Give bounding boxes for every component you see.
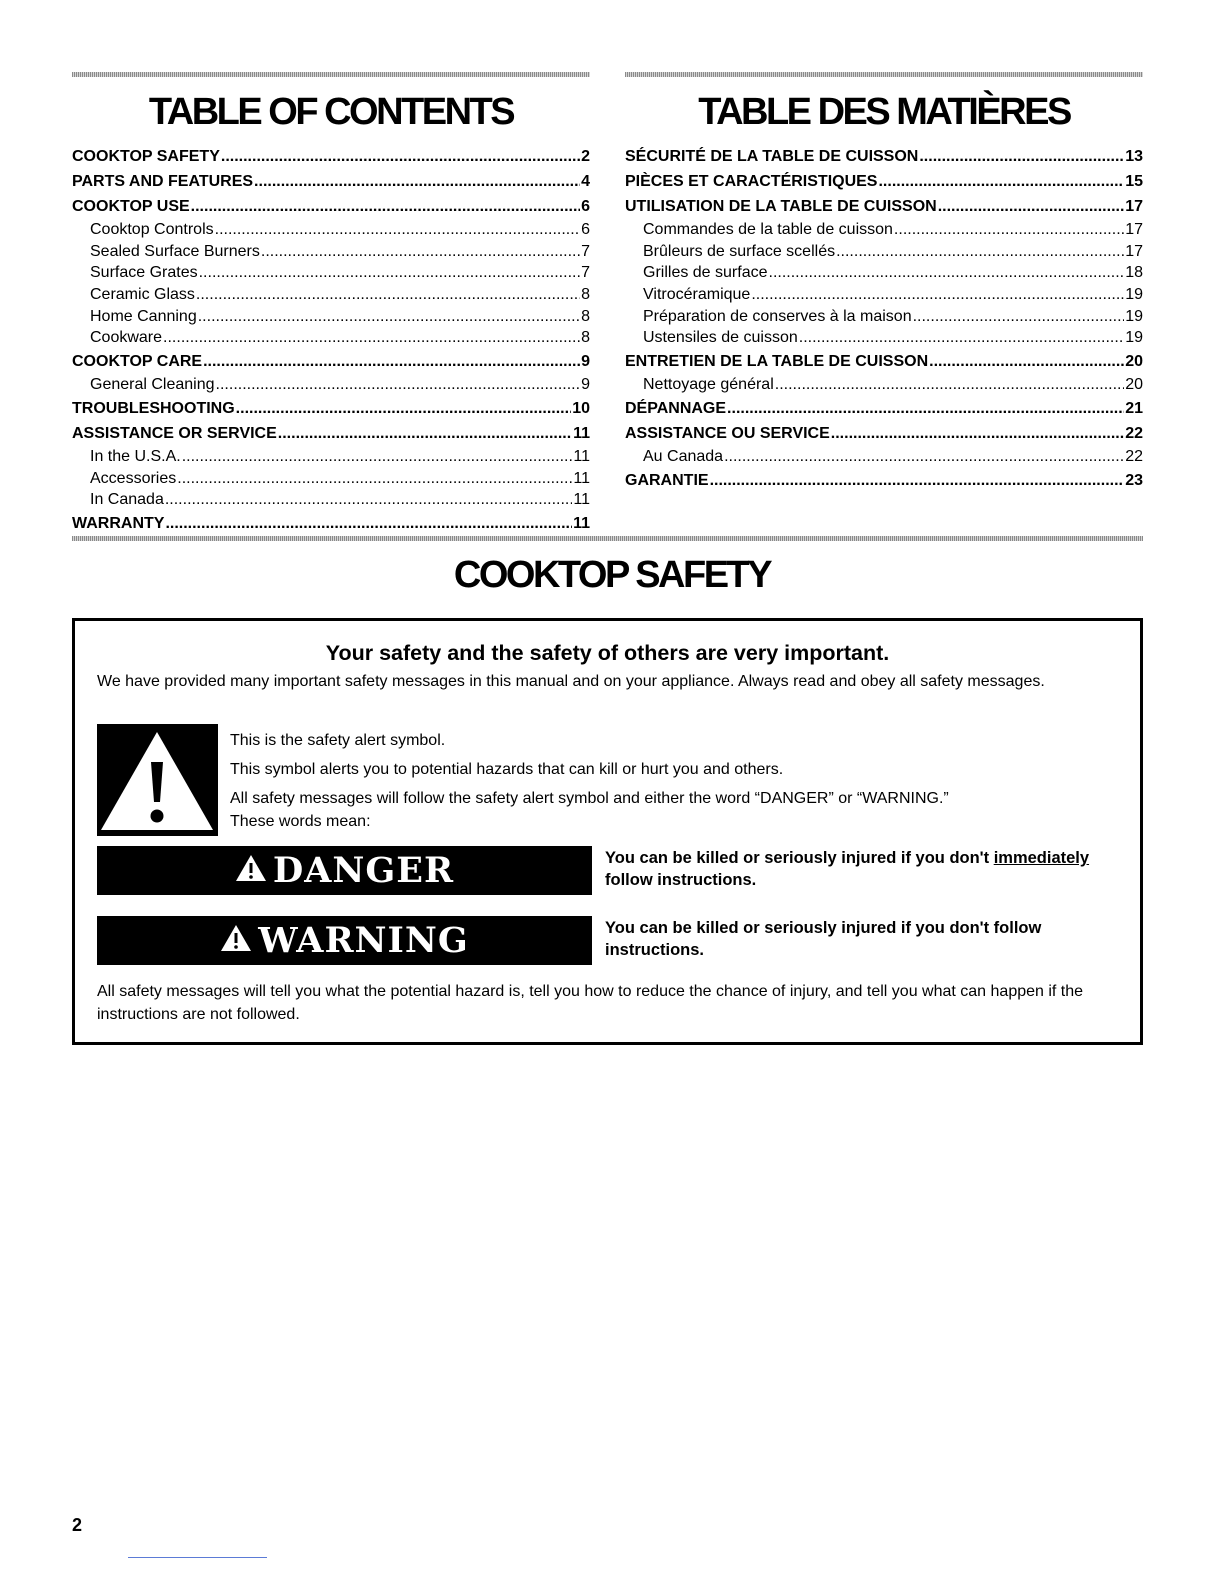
toc-subentry[interactable]: Ustensiles de cuisson ..... 19 xyxy=(625,327,1143,349)
toc-entry[interactable]: DÉPANNAGE ..... 21 xyxy=(625,396,1143,421)
warning-description: You can be killed or seriously injured if you don't follow instructions. xyxy=(605,919,1042,959)
toc-subentry[interactable]: In the U.S.A. ..... 11 xyxy=(72,446,590,468)
toc-subentry[interactable]: In Canada ..... 11 xyxy=(72,489,590,511)
toc-subentry[interactable]: Nettoyage général ..... 20 xyxy=(625,374,1143,396)
toc-subentry[interactable]: Préparation de conserves à la maison ..... 19 xyxy=(625,306,1143,328)
toc-subentry[interactable]: General Cleaning ..... 9 xyxy=(72,374,590,396)
middle-rule xyxy=(72,536,1143,541)
toc-french xyxy=(625,70,1143,493)
toc-entry[interactable]: UTILISATION DE LA TABLE DE CUISSON ..... 17 xyxy=(625,194,1143,219)
toc-subentry[interactable]: Ceramic Glass ..... 8 xyxy=(72,284,590,306)
alert-line: This is the safety alert symbol. xyxy=(230,732,446,749)
safety-intro: We have provided many important safety messages in this manual and on your appliance. Always read and obey all safety messages. xyxy=(97,673,1045,690)
warning-banner xyxy=(97,916,592,965)
toc-title: TABLE OF CONTENTS xyxy=(148,91,514,133)
warning-label: WARNING xyxy=(258,920,469,961)
toc-entry[interactable]: WARRANTY ..... 11 xyxy=(72,511,590,536)
toc-entry[interactable]: ASSISTANCE OU SERVICE ..... 22 xyxy=(625,421,1143,446)
safety-alert-icon xyxy=(97,724,218,836)
toc-english xyxy=(72,70,590,536)
toc-subentry[interactable]: Accessories ..... 11 xyxy=(72,468,590,490)
alert-triangle-icon xyxy=(220,920,252,961)
toc-entry[interactable]: COOKTOP CARE ..... 9 xyxy=(72,349,590,374)
toc-entry[interactable]: COOKTOP SAFETY ..... 2 xyxy=(72,144,590,169)
toc-subentry[interactable]: Au Canada ..... 22 xyxy=(625,446,1143,468)
toc-subentry[interactable]: Cooktop Controls ..... 6 xyxy=(72,219,590,241)
toc-entry[interactable]: ENTRETIEN DE LA TABLE DE CUISSON ..... 20 xyxy=(625,349,1143,374)
alert-explanation xyxy=(230,729,949,839)
toc-entry[interactable]: TROUBLESHOOTING ..... 10 xyxy=(72,396,590,421)
toc-subentry[interactable]: Vitrocéramique ..... 19 xyxy=(625,284,1143,306)
danger-description: You can be killed or seriously injured if you don't immediately follow instructions. xyxy=(605,849,1090,889)
section-title: COOKTOP SAFETY xyxy=(453,554,771,596)
alert-line: All safety messages will follow the safety alert symbol and either the word “DANGER” or “WARNING.” xyxy=(230,790,949,807)
toc-entry[interactable]: PIÈCES ET CARACTÉRISTIQUES ..... 15 xyxy=(625,169,1143,194)
toc-entry[interactable]: ASSISTANCE OR SERVICE ..... 11 xyxy=(72,421,590,446)
toc-subentry[interactable]: Surface Grates ..... 7 xyxy=(72,262,590,284)
alert-line: These words mean: xyxy=(230,813,371,830)
toc-subentry[interactable]: Cookware ..... 8 xyxy=(72,327,590,349)
toc-subentry[interactable]: Grilles de surface ..... 18 xyxy=(625,262,1143,284)
toc-subentry[interactable]: Home Canning ..... 8 xyxy=(72,306,590,328)
toc-subentry[interactable]: Commandes de la table de cuisson ..... 17 xyxy=(625,219,1143,241)
safety-outro: All safety messages will tell you what the potential hazard is, tell you how to reduce the chance of injury, and tell you what can happen if the instructions are not followed. xyxy=(97,983,1084,1023)
safety-heading: Your safety and the safety of others are very important. xyxy=(325,641,890,665)
toc-title: TABLE DES MATIÈRES xyxy=(698,91,1070,133)
safety-box xyxy=(72,618,1143,1045)
toc-entry[interactable]: PARTS AND FEATURES ..... 4 xyxy=(72,169,590,194)
toc-subentry[interactable]: Sealed Surface Burners ..... 7 xyxy=(72,241,590,263)
toc-list xyxy=(625,144,1143,493)
toc-list xyxy=(72,144,590,536)
toc-entry[interactable]: GARANTIE ..... 23 xyxy=(625,468,1143,493)
toc-entry[interactable]: SÉCURITÉ DE LA TABLE DE CUISSON ..... 13 xyxy=(625,144,1143,169)
alert-line: This symbol alerts you to potential hazards that can kill or hurt you and others. xyxy=(230,761,784,778)
danger-label: DANGER xyxy=(272,850,455,891)
page-number: 2 xyxy=(72,1515,83,1535)
alert-triangle-icon xyxy=(235,850,267,891)
emphasis-immediately: immediately xyxy=(993,849,1090,867)
danger-banner xyxy=(97,846,592,895)
toc-entry[interactable]: COOKTOP USE ..... 6 xyxy=(72,194,590,219)
footer-line xyxy=(128,1557,267,1558)
toc-subentry[interactable]: Brûleurs de surface scellés ..... 17 xyxy=(625,241,1143,263)
